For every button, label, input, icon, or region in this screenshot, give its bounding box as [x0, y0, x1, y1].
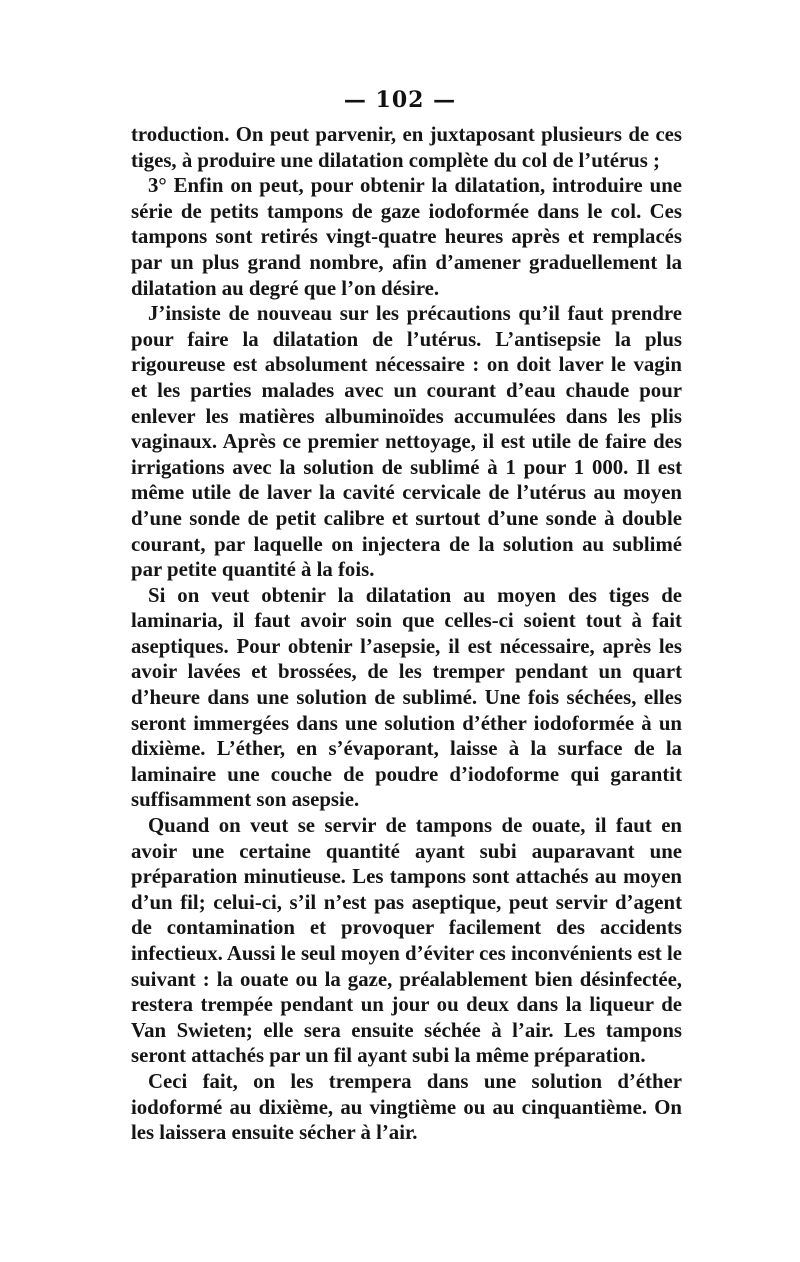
body-text	[131, 122, 682, 1146]
paragraph-antisepsis: J’insiste de nouveau sur les précautions qu’il faut prendre pour faire la dilatation de l’utérus. L’antisepsie la plus rigoureuse est absolument nécessaire : on doit laver le vagin et les parties malades avec un courant d’eau chaude pour enlever les matières albuminoïdes accumulées dans les plis vaginaux. Après ce premier nettoyage, il est utile de faire des irrigations avec la solution de sublimé à 1 pour 1 000. Il est même utile de laver la cavité cervicale de l’utérus au moyen d’une sonde de petit calibre et surtout d’une sonde à double courant, par laquelle on injectera de la solution au sublimé par petite quantité à la fois.	[131, 302, 682, 582]
paragraph-cotton-tampons: Quand on veut se servir de tampons de ouate, il faut en avoir une certaine quantité ayant subi auparavant une préparation minutieuse. Les tampons sont attachés au moyen d’un fil; celui-ci, s’il n’est pas aseptique, peut servir d’agent de contamination et provoquer facilement des accidents infectieux. Aussi le seul moyen d’éviter ces inconvénients est le suivant : la ouate ou la gaze, préalablement bien désinfectée, restera trempée pendant un jour ou deux dans la liqueur de Van Swieten; elle sera ensuite séchée à l’air. Les tampons seront attachés par un fil ayant subi la même préparation.	[131, 814, 682, 1068]
paragraph-dilatation-method: 3° Enfin on peut, pour obtenir la dilatation, introduire une série de petits tampons de gaze iodoformée dans le col. Ces tampons sont retirés vingt-quatre heures après et remplacés par un plus grand nombre, afin d’amener graduellement la dilatation au degré que l’on désire.	[131, 174, 682, 300]
paragraph-conclusion: Ceci fait, on les trempera dans une solution d’éther iodoformé au dixième, au vingtième ou au cinquantième. On les laissera ensuite sécher à l’air.	[131, 1069, 682, 1145]
page-number: — 102 —	[343, 87, 457, 113]
paragraph-continuation: troduction. On peut parvenir, en juxtaposant plusieurs de ces tiges, à produire une dilatation complète du col de l’utérus ;	[131, 123, 682, 172]
paragraph-laminaria: Si on veut obtenir la dilatation au moyen des tiges de laminaria, il faut avoir soin que celles-ci soient tout à fait aseptiques. Pour obtenir l’asepsie, il est nécessaire, après les avoir lavées et brossées, de les tremper pendant un quart d’heure dans une solution de sublimé. Une fois séchées, elles seront immergées dans une solution d’éther iodoformée à un dixième. L’éther, en s’évaporant, laisse à la surface de la laminaire une couche de poudre d’iodoforme qui garantit suffisamment son asepsie.	[131, 583, 682, 812]
